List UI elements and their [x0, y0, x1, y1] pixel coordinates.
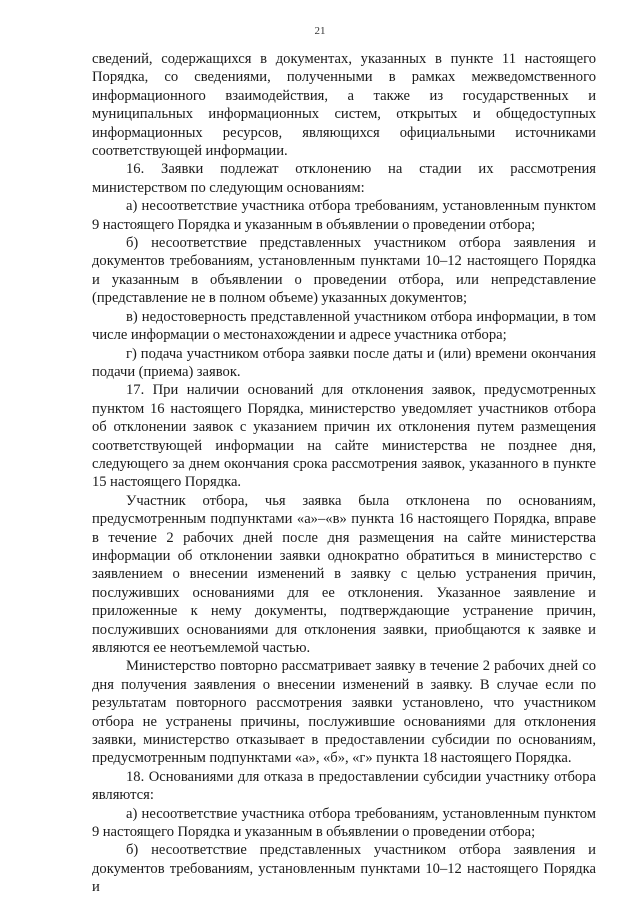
paragraph-item-17-review: Министерство повторно рассматривает заявку в течение 2 рабочих дней со дня получения заявления о внесении изменений в заявку. В случае если по результатам повторного рассмотрения заявки установлено, что участником отбора не устранены причины, послужившие основаниями для отклонения заявки, министерство отказывает в предоставлении субсидии по основаниям, предусмотренным подпунктами «а», «б», «г» пункта 18 настоящего Порядка.: [92, 658, 596, 767]
paragraph-item-18: 18. Основаниями для отказа в предоставлении субсидии участнику отбора являются:: [92, 768, 596, 804]
paragraph-item-18a: а) несоответствие участника отбора требованиям, установленным пунктом 9 настоящего Порядка и указанным в объявлении о проведении отбора;: [92, 805, 596, 841]
paragraph-item-17-appeal: Участник отбора, чья заявка была отклонена по основаниям, предусмотренным подпунктами «а»–«в» пункта 16 настоящего Порядка, вправе в течение 2 рабочих дней после дня размещения на сайте министерства информации об отклонении заявки однократно обратиться в министерство с заявлением о внесении изменений в заявку с целью устранения причин, послуживших основаниями для ее отклонения. Указанное заявление и приложенные к нему документы, подтверждающие устранение причин, послуживших основаниями для отклонения заявки, приобщаются к заявке и являются ее неотъемлемой частью.: [92, 492, 596, 656]
paragraph-continuation: сведений, содержащихся в документах, указанных в пункте 11 настоящего Порядка, со сведениями, полученными в рамках межведомственного информационного взаимодействия, а также из государственных и муниципальных информационных систем, открытых и общедоступных информационных ресурсов, являющихся официальными источниками соответствующей информации.: [92, 51, 596, 160]
body-text: [92, 50, 596, 897]
paragraph-item-16b: б) несоответствие представленных участником отбора заявления и документов требованиям, установленным пунктами 10–12 настоящего Порядка и указанным в объявлении о проведении отбора, или непредставление (представление не в полном объеме) указанных документов;: [92, 235, 596, 307]
paragraph-item-16a: а) несоответствие участника отбора требованиям, установленным пунктом 9 настоящего Порядка и указанным в объявлении о проведении отбора;: [92, 198, 596, 233]
paragraph-item-16g: г) подача участником отбора заявки после даты и (или) времени окончания подачи (приема) заявок.: [92, 345, 596, 380]
page-number: 21: [314, 25, 326, 37]
paragraph-item-18b: б) несоответствие представленных участником отбора заявления и документов требованиям, установленным пунктами 10–12 настоящего Порядка и: [92, 842, 596, 896]
paragraph-item-16: 16. Заявки подлежат отклонению на стадии их рассмотрения министерством по следующим основаниям:: [92, 161, 596, 196]
paragraph-item-16v: в) недостоверность представленной участником отбора информации, в том числе информации о местонахождении и адресе участника отбора;: [92, 308, 596, 344]
paragraph-item-17: 17. При наличии оснований для отклонения заявок, предусмотренных пунктом 16 настоящего Порядка, министерство уведомляет участников отбора об отклонении заявок с указанием причин их отклонения путем размещения соответствующей информации на сайте министерства не позднее дня, следующего за днем окончания срока рассмотрения заявок, указанного в пункте 15 настоящего Порядка.: [92, 382, 596, 491]
